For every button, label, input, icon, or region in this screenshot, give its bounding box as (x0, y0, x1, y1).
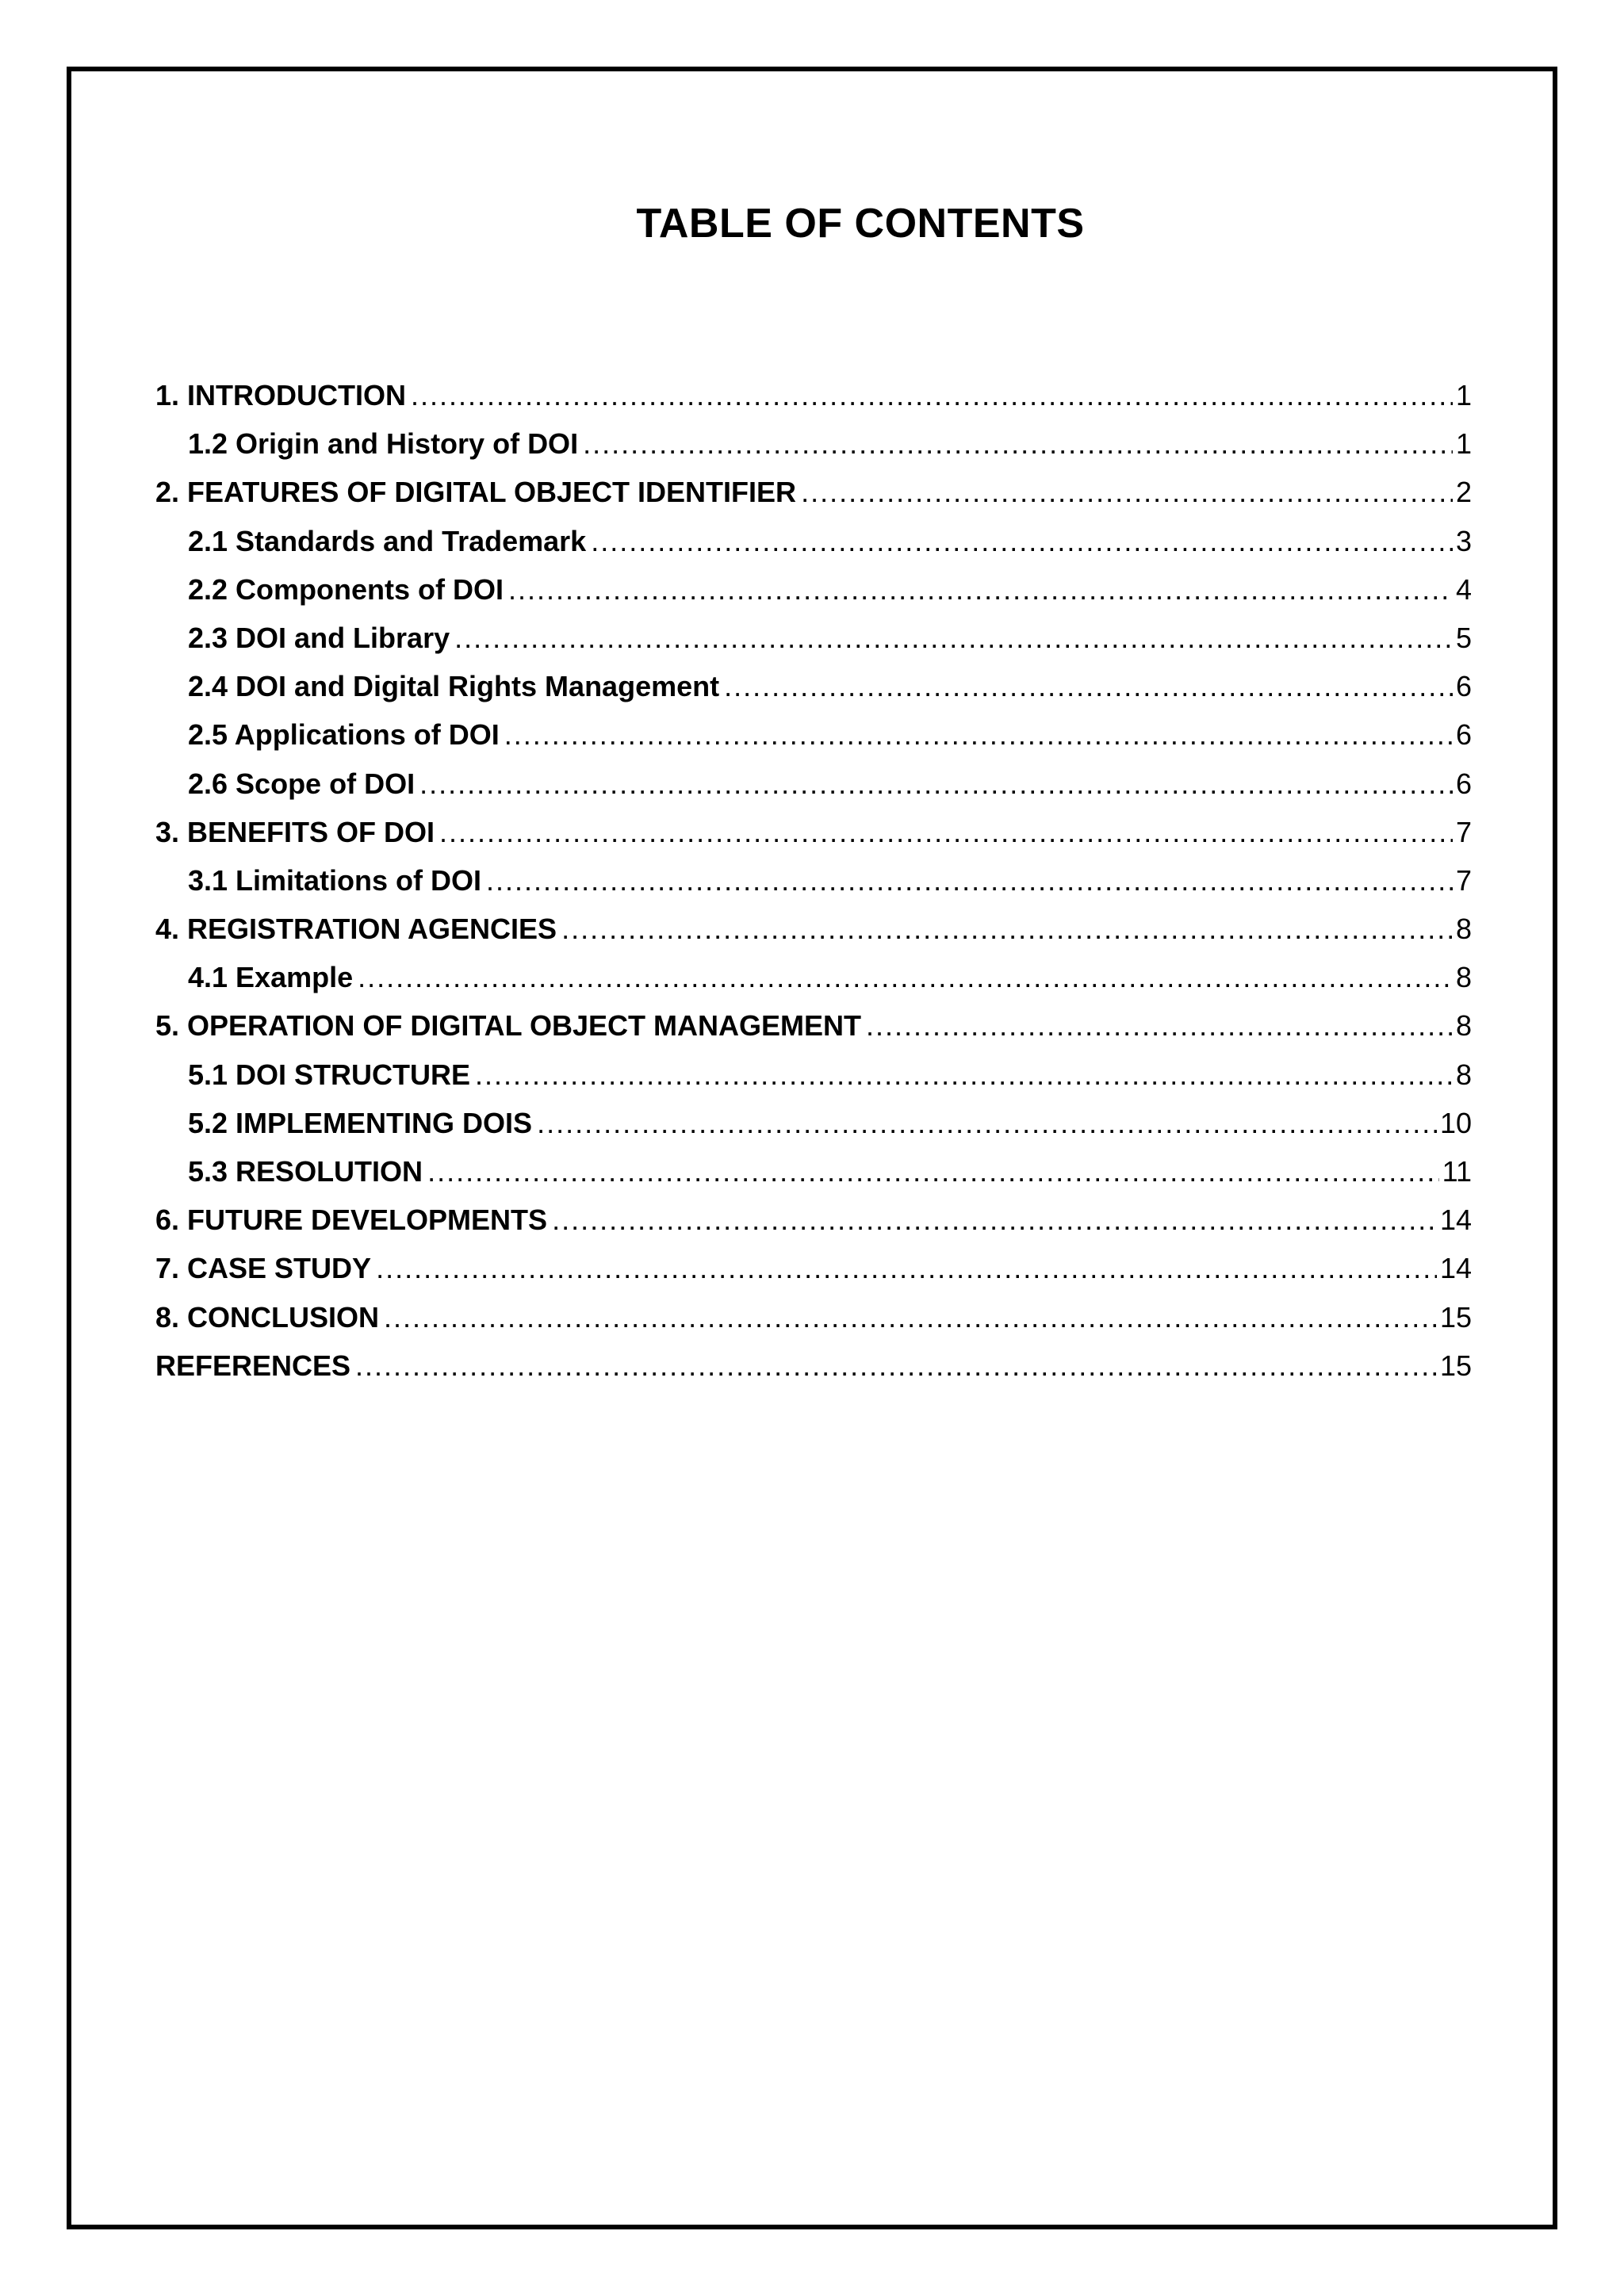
toc-entry[interactable] (155, 614, 1472, 662)
toc-entry[interactable] (155, 760, 1472, 808)
toc-entry-page-number: 4 (1455, 572, 1472, 606)
toc-entry-page-number: 6 (1455, 718, 1472, 752)
toc-dot-leader (411, 371, 1453, 419)
toc-entry-page-number: 7 (1455, 815, 1472, 848)
toc-entry[interactable] (155, 856, 1472, 905)
toc-entry-page-number: 1 (1455, 379, 1472, 411)
toc-entry-label: 2.1 Standards and Trademark (188, 524, 587, 557)
toc-entry[interactable] (155, 1244, 1472, 1292)
toc-entry-page-number: 11 (1442, 1155, 1472, 1188)
toc-entry-page-number: 8 (1455, 961, 1472, 994)
toc-entry[interactable] (155, 371, 1472, 419)
toc-entry[interactable] (155, 1147, 1472, 1196)
toc-entry-page-number: 15 (1439, 1300, 1472, 1334)
toc-dot-leader (376, 1244, 1437, 1292)
toc-entry-label: 1.2 Origin and History of DOI (188, 427, 579, 461)
toc-dot-leader (552, 1196, 1437, 1244)
toc-entry-label: 2.2 Components of DOI (188, 572, 504, 606)
toc-entry-page-number: 14 (1439, 1252, 1472, 1285)
toc-dot-leader (427, 1147, 1439, 1196)
toc-dot-leader (583, 419, 1453, 468)
toc-entry[interactable] (155, 905, 1472, 953)
toc-entry-page-number: 6 (1455, 670, 1472, 703)
toc-entry[interactable] (155, 1050, 1472, 1099)
toc-entry[interactable] (155, 1001, 1472, 1050)
toc-dot-leader (355, 1341, 1437, 1390)
toc-entry-label: 5. OPERATION OF DIGITAL OBJECT MANAGEMENT (155, 1009, 862, 1043)
toc-entry[interactable] (155, 1293, 1472, 1341)
toc-entry-page-number: 7 (1455, 863, 1472, 897)
page-title: TABLE OF CONTENTS (636, 201, 1085, 247)
toc-entry-page-number: 1 (1455, 427, 1472, 461)
toc-entry[interactable] (155, 517, 1472, 565)
toc-entry[interactable] (155, 468, 1472, 516)
toc-entry-page-number: 3 (1455, 524, 1472, 557)
toc-dot-leader (384, 1293, 1437, 1341)
toc-dot-leader (561, 905, 1453, 953)
toc-entry-label: 4. REGISTRATION AGENCIES (155, 913, 557, 946)
toc-entry-label: REFERENCES (155, 1349, 351, 1382)
toc-entry-label: 6. FUTURE DEVELOPMENTS (155, 1203, 548, 1237)
toc-entry-page-number: 14 (1439, 1203, 1472, 1237)
toc-dot-leader (454, 614, 1453, 662)
toc-entry[interactable] (155, 1099, 1472, 1147)
toc-entry[interactable] (155, 808, 1472, 856)
toc-list (155, 371, 1472, 1390)
toc-entry[interactable] (155, 419, 1472, 468)
toc-entry-page-number: 2 (1455, 476, 1472, 509)
toc-entry[interactable] (155, 953, 1472, 1001)
toc-entry-page-number: 15 (1439, 1349, 1472, 1382)
toc-entry-label: 3.1 Limitations of DOI (188, 863, 482, 897)
toc-entry-page-number: 6 (1455, 767, 1472, 800)
toc-entry-label: 4.1 Example (188, 961, 354, 994)
toc-entry-label: 2.4 DOI and Digital Rights Management (188, 670, 720, 703)
toc-dot-leader (801, 468, 1453, 516)
toc-entry-label: 1. INTRODUCTION (155, 379, 407, 411)
toc-dot-leader (866, 1001, 1453, 1050)
toc-entry[interactable] (155, 662, 1472, 710)
toc-entry-label: 3. BENEFITS OF DOI (155, 815, 435, 848)
toc-entry-label: 2. FEATURES OF DIGITAL OBJECT IDENTIFIER (155, 476, 797, 509)
toc-entry-label: 2.6 Scope of DOI (188, 767, 416, 800)
toc-entry-label: 7. CASE STUDY (155, 1252, 372, 1285)
toc-entry-label: 8. CONCLUSION (155, 1300, 380, 1334)
toc-entry-label: 2.3 DOI and Library (188, 621, 450, 654)
toc-dot-leader (724, 662, 1453, 710)
toc-dot-leader (358, 953, 1453, 1001)
toc-entry-page-number: 10 (1439, 1106, 1472, 1139)
toc-dot-leader (591, 517, 1453, 565)
toc-dot-leader (439, 808, 1453, 856)
toc-entry-label: 5.3 RESOLUTION (188, 1155, 423, 1188)
toc-dot-leader (537, 1099, 1437, 1147)
toc-dot-leader (475, 1050, 1453, 1099)
toc-entry-page-number: 8 (1455, 1009, 1472, 1043)
toc-entry[interactable] (155, 1196, 1472, 1244)
toc-entry-page-number: 5 (1455, 621, 1472, 654)
toc-entry-label: 5.2 IMPLEMENTING DOIS (188, 1106, 533, 1139)
toc-entry[interactable] (155, 710, 1472, 759)
toc-entry[interactable] (155, 1341, 1472, 1390)
toc-dot-leader (504, 710, 1453, 759)
toc-entry[interactable] (155, 565, 1472, 614)
toc-entry-label: 2.5 Applications of DOI (188, 718, 500, 752)
toc-dot-leader (486, 856, 1453, 905)
toc-entry-page-number: 8 (1455, 1058, 1472, 1091)
toc-dot-leader (508, 565, 1453, 614)
toc-entry-label: 5.1 DOI STRUCTURE (188, 1058, 471, 1091)
toc-dot-leader (419, 760, 1453, 808)
toc-entry-page-number: 8 (1455, 913, 1472, 946)
